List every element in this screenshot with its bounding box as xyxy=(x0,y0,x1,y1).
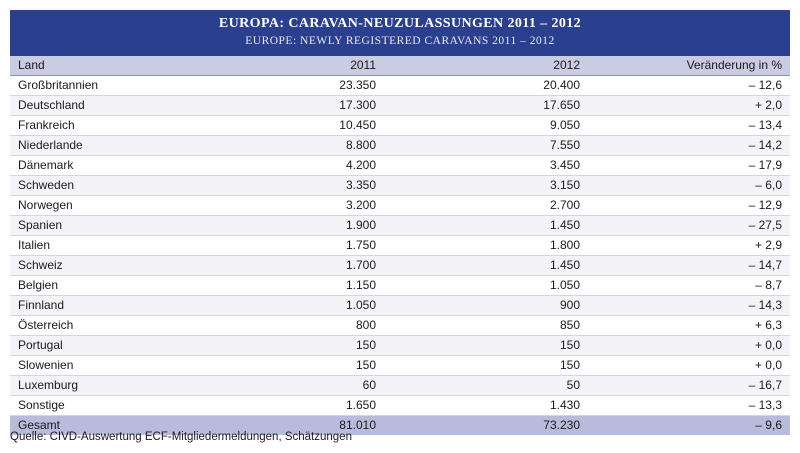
table-row xyxy=(10,296,790,316)
table-row xyxy=(10,256,790,276)
change-cell: – 14,7 xyxy=(588,256,790,276)
value-2011-cell: 1.650 xyxy=(190,396,384,416)
change-cell: + 0,0 xyxy=(588,336,790,356)
country-cell: Großbritannien xyxy=(10,76,190,96)
country-cell: Luxemburg xyxy=(10,376,190,396)
change-cell: – 12,9 xyxy=(588,196,790,216)
value-2011-cell: 1.050 xyxy=(190,296,384,316)
change-cell: – 17,9 xyxy=(588,156,790,176)
table-subtitle: EUROPE: NEWLY REGISTERED CARAVANS 2011 – 2012 xyxy=(245,35,555,47)
value-2011-cell: 800 xyxy=(190,316,384,336)
table-row xyxy=(10,376,790,396)
value-2011-cell: 23.350 xyxy=(190,76,384,96)
country-cell: Schweiz xyxy=(10,256,190,276)
value-2011-cell: 1.700 xyxy=(190,256,384,276)
value-2011-cell: 3.200 xyxy=(190,196,384,216)
change-cell: + 6,3 xyxy=(588,316,790,336)
value-2012-cell: 150 xyxy=(384,336,588,356)
table-header xyxy=(10,10,790,56)
country-cell: Österreich xyxy=(10,316,190,336)
column-header-land: Land xyxy=(10,56,190,76)
value-2012-cell: 17.650 xyxy=(384,96,588,116)
table-row xyxy=(10,216,790,236)
data-table xyxy=(10,56,790,435)
value-2011-cell: 150 xyxy=(190,356,384,376)
total-2011-cell: 81.010 xyxy=(190,416,384,436)
change-cell: – 14,3 xyxy=(588,296,790,316)
change-cell: + 2,0 xyxy=(588,96,790,116)
country-cell: Slowenien xyxy=(10,356,190,376)
value-2011-cell: 1.900 xyxy=(190,216,384,236)
column-header-change: Veränderung in % xyxy=(588,56,790,76)
country-cell: Portugal xyxy=(10,336,190,356)
change-cell: – 16,7 xyxy=(588,376,790,396)
change-cell: – 13,3 xyxy=(588,396,790,416)
table-row xyxy=(10,156,790,176)
value-2012-cell: 150 xyxy=(384,356,588,376)
value-2012-cell: 2.700 xyxy=(384,196,588,216)
table-row xyxy=(10,116,790,136)
column-header-row xyxy=(10,56,790,76)
table-row xyxy=(10,356,790,376)
value-2012-cell: 3.150 xyxy=(384,176,588,196)
value-2011-cell: 4.200 xyxy=(190,156,384,176)
value-2012-cell: 1.050 xyxy=(384,276,588,296)
change-cell: – 14,2 xyxy=(588,136,790,156)
value-2011-cell: 1.150 xyxy=(190,276,384,296)
value-2012-cell: 50 xyxy=(384,376,588,396)
source-note: Quelle: CIVD-Auswertung ECF-Mitgliedermeldungen, Schätzungen xyxy=(10,431,352,443)
table-body xyxy=(10,76,790,436)
change-cell: – 6,0 xyxy=(588,176,790,196)
total-2012-cell: 73.230 xyxy=(384,416,588,436)
table-row xyxy=(10,236,790,256)
country-cell: Italien xyxy=(10,236,190,256)
table-row xyxy=(10,136,790,156)
total-label-cell: Gesamt xyxy=(10,416,190,436)
column-header-2011: 2011 xyxy=(190,56,384,76)
total-change-cell: – 9,6 xyxy=(588,416,790,436)
country-cell: Norwegen xyxy=(10,196,190,216)
change-cell: – 8,7 xyxy=(588,276,790,296)
table-row xyxy=(10,336,790,356)
value-2011-cell: 3.350 xyxy=(190,176,384,196)
country-cell: Finnland xyxy=(10,296,190,316)
table-row xyxy=(10,276,790,296)
country-cell: Sonstige xyxy=(10,396,190,416)
value-2012-cell: 1.430 xyxy=(384,396,588,416)
value-2012-cell: 1.450 xyxy=(384,216,588,236)
value-2012-cell: 1.450 xyxy=(384,256,588,276)
table-row xyxy=(10,176,790,196)
country-cell: Belgien xyxy=(10,276,190,296)
table-row xyxy=(10,76,790,96)
value-2012-cell: 3.450 xyxy=(384,156,588,176)
value-2011-cell: 10.450 xyxy=(190,116,384,136)
value-2011-cell: 150 xyxy=(190,336,384,356)
country-cell: Deutschland xyxy=(10,96,190,116)
column-header-2012: 2012 xyxy=(384,56,588,76)
registration-table xyxy=(10,10,790,435)
change-cell: – 13,4 xyxy=(588,116,790,136)
value-2012-cell: 20.400 xyxy=(384,76,588,96)
value-2012-cell: 1.800 xyxy=(384,236,588,256)
value-2012-cell: 7.550 xyxy=(384,136,588,156)
table-row xyxy=(10,396,790,416)
country-cell: Schweden xyxy=(10,176,190,196)
country-cell: Dänemark xyxy=(10,156,190,176)
table-title: EUROPA: CARAVAN-NEUZULASSUNGEN 2011 – 2012 xyxy=(218,16,582,31)
table-row xyxy=(10,316,790,336)
value-2012-cell: 900 xyxy=(384,296,588,316)
change-cell: + 0,0 xyxy=(588,356,790,376)
change-cell: – 27,5 xyxy=(588,216,790,236)
country-cell: Niederlande xyxy=(10,136,190,156)
change-cell: – 12,6 xyxy=(588,76,790,96)
value-2011-cell: 60 xyxy=(190,376,384,396)
table-row xyxy=(10,196,790,216)
country-cell: Spanien xyxy=(10,216,190,236)
value-2012-cell: 9.050 xyxy=(384,116,588,136)
table-row xyxy=(10,96,790,116)
country-cell: Frankreich xyxy=(10,116,190,136)
value-2011-cell: 17.300 xyxy=(190,96,384,116)
value-2011-cell: 8.800 xyxy=(190,136,384,156)
value-2012-cell: 850 xyxy=(384,316,588,336)
value-2011-cell: 1.750 xyxy=(190,236,384,256)
change-cell: + 2,9 xyxy=(588,236,790,256)
